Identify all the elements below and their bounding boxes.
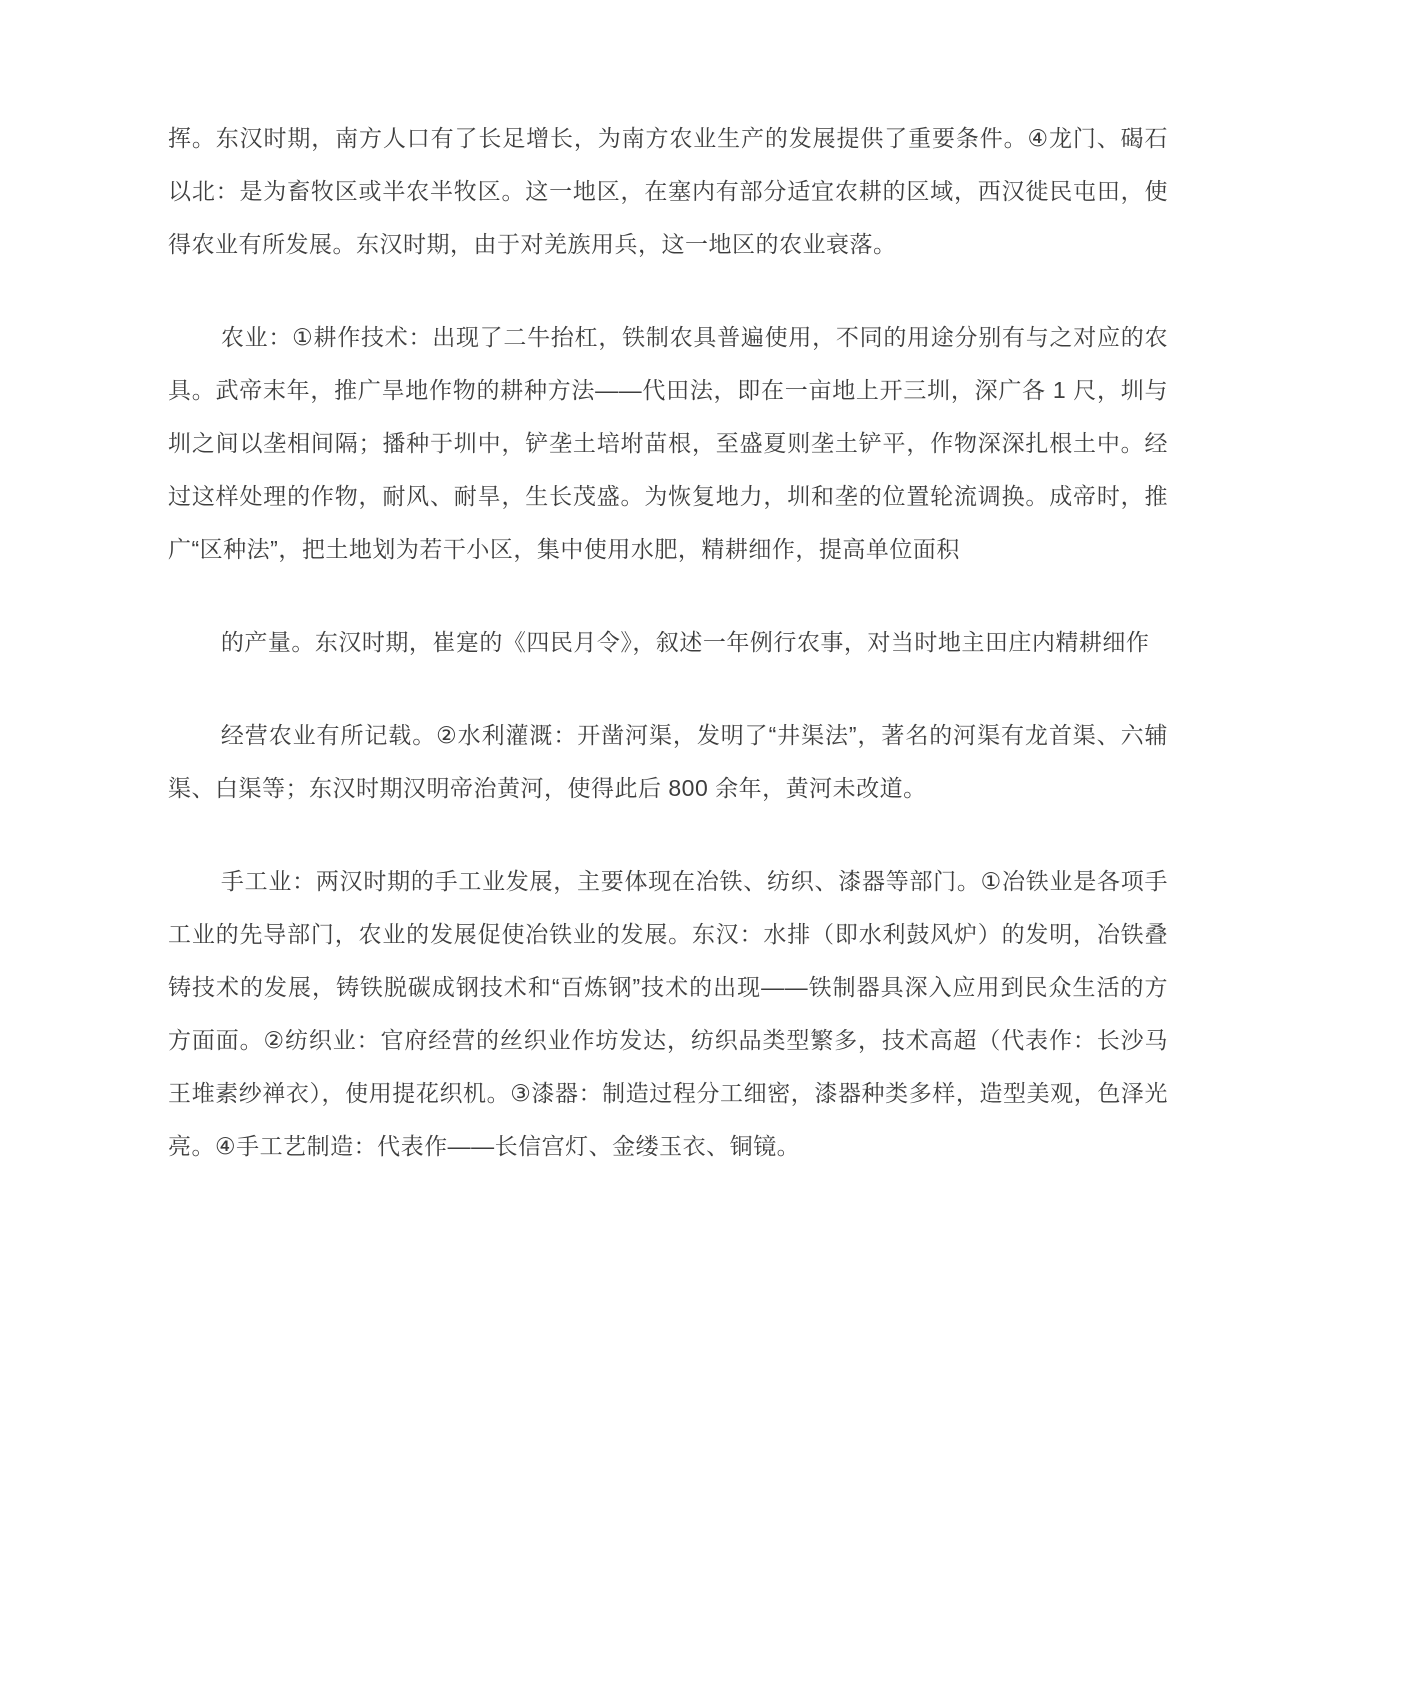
paragraph: 挥。东汉时期，南方人口有了长足增长，为南方农业生产的发展提供了重要条件。④龙门、碣石以北：是为畜牧区或半农半牧区。这一地区，在塞内有部分适宜农耕的区域，西汉徙民屯田，使得农业有所发展。东汉时期，由于对羌族用兵，这一地区的农业衰落。 [168,125,1168,257]
paragraph: 经营农业有所记载。②水利灌溉：开凿河渠，发明了“井渠法”，著名的河渠有龙首渠、六辅渠、白渠等；东汉时期汉明帝治黄河，使得此后 800 余年，黄河未改道。 [168,722,1169,801]
document-body [168,112,1168,1173]
paragraph: 农业：①耕作技术：出现了二牛抬杠，铁制农具普遍使用，不同的用途分别有与之对应的农具。武帝末年，推广旱地作物的耕种方法——代田法，即在一亩地上开三圳，深广各 1 尺，圳与圳之间以垄相间隔；播种于圳中，铲垄土培坿苗根，至盛夏则垄土铲平，作物深深扎根土中。经过这样处理的作物，耐风、耐旱，生长茂盛。为恢复地力，圳和垄的位置轮流调换。成帝时，推广“区种法”，把土地划为若干小区，集中使用水肥，精耕细作，提高单位面积 [168,324,1168,562]
paragraph: 手工业：两汉时期的手工业发展，主要体现在冶铁、纺织、漆器等部门。①冶铁业是各项手工业的先导部门，农业的发展促使冶铁业的发展。东汉：水排（即水利鼓风炉）的发明，冶铁叠铸技术的发展，铸铁脱碳成钢技术和“百炼钢”技术的出现——铁制器具深入应用到民众生活的方方面面。②纺织业：官府经营的丝织业作坊发达，纺织品类型繁多，技术高超（代表作：长沙马王堆素纱禅衣），使用提花织机。③漆器：制造过程分工细密，漆器种类多样，造型美观，色泽光亮。④手工艺制造：代表作——长信宫灯、金缕玉衣、铜镜。 [168,868,1168,1159]
paragraph: 的产量。东汉时期，崔寔的《四民月令》，叙述一年例行农事，对当时地主田庄内精耕细作 [220,629,1150,655]
